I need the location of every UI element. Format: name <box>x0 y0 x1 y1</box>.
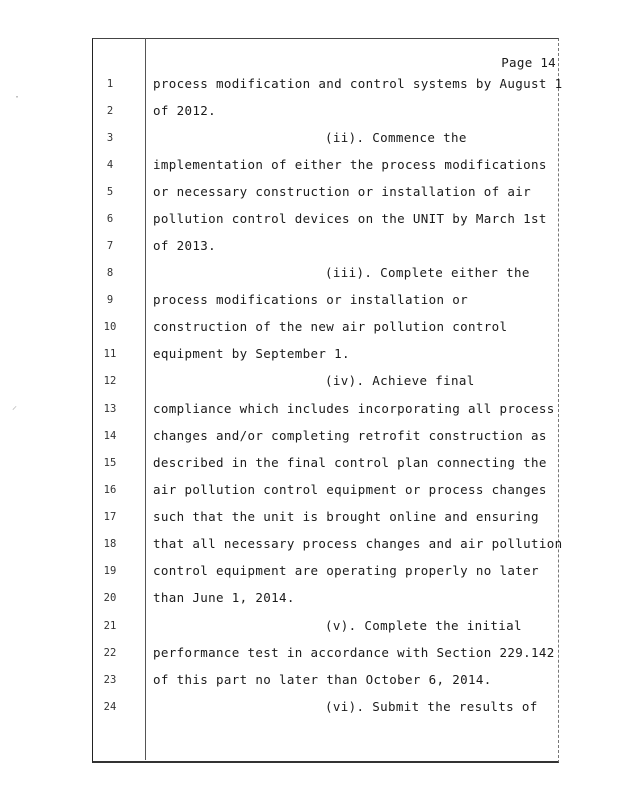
transcript-line: implementation of either the process modifications <box>153 157 547 172</box>
line-number: 14 <box>103 430 117 442</box>
line-number: 21 <box>103 620 117 632</box>
transcript-line: pollution control devices on the UNIT by March 1st <box>153 211 547 226</box>
line-number: 20 <box>103 592 117 604</box>
line-number: 16 <box>103 484 117 496</box>
line-number: 2 <box>106 105 114 117</box>
line-number: 6 <box>106 213 114 225</box>
transcript-line: of this part no later than October 6, 2014. <box>153 672 492 687</box>
line-number: 5 <box>106 186 114 198</box>
line-number: 19 <box>103 565 117 577</box>
line-number: 17 <box>103 511 117 523</box>
transcript-line: performance test in accordance with Section 229.142 <box>153 645 555 660</box>
line-number: 23 <box>103 674 117 686</box>
scan-mark: · <box>14 92 21 103</box>
line-number: 24 <box>103 701 117 713</box>
margin-rule <box>145 38 146 760</box>
line-number: 3 <box>106 132 114 144</box>
transcript-line: that all necessary process changes and air pollution <box>153 536 563 551</box>
transcript-line: process modification and control systems by August 1 <box>153 76 563 91</box>
transcript-line: (iii). Complete either the <box>325 265 530 280</box>
transcript-line: (ii). Commence the <box>325 130 467 145</box>
line-number: 11 <box>103 348 117 360</box>
transcript-line: process modifications or installation or <box>153 292 469 307</box>
transcript-line: compliance which includes incorporating all process <box>153 401 555 416</box>
line-number: 8 <box>106 267 114 279</box>
transcript-line: (vi). Submit the results of <box>325 699 538 714</box>
transcript-line: construction of the new air pollution control <box>153 319 508 334</box>
transcript-line: equipment by September 1. <box>153 346 350 361</box>
line-number: 1 <box>106 78 114 90</box>
transcript-line: control equipment are operating properly no later <box>153 563 539 578</box>
line-number: 13 <box>103 403 117 415</box>
transcript-line: (iv). Achieve final <box>325 373 475 388</box>
line-number: 10 <box>103 321 117 333</box>
line-number: 4 <box>106 159 114 171</box>
transcript-line: such that the unit is brought online and ensuring <box>153 509 539 524</box>
line-number: 18 <box>103 538 117 550</box>
transcript-line: (v). Complete the initial <box>325 618 522 633</box>
transcript-line: described in the final control plan connecting the <box>153 455 547 470</box>
scan-mark: ⸝ <box>12 401 17 412</box>
line-number: 12 <box>103 375 117 387</box>
line-number: 9 <box>106 294 114 306</box>
line-number: 7 <box>106 240 114 252</box>
transcript-line: of 2013. <box>153 238 217 253</box>
line-number: 15 <box>103 457 117 469</box>
transcript-line: changes and/or completing retrofit construction as <box>153 428 547 443</box>
page-number: Page 14 <box>501 55 556 70</box>
transcript-line: than June 1, 2014. <box>153 590 295 605</box>
line-number: 22 <box>103 647 117 659</box>
transcript-line: of 2012. <box>153 103 217 118</box>
transcript-line: air pollution control equipment or process changes <box>153 482 547 497</box>
transcript-line: or necessary construction or installation of air <box>153 184 532 199</box>
